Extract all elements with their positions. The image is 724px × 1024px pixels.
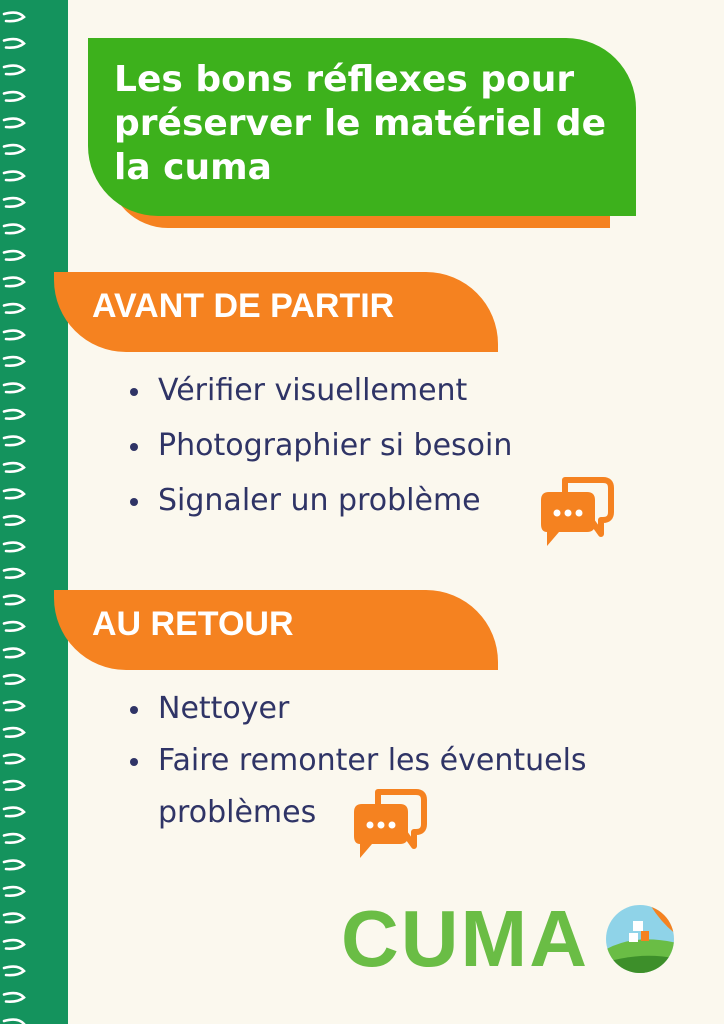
binding-ring (4, 304, 24, 313)
binding-ring (4, 516, 24, 525)
list-item: Nettoyer (128, 683, 668, 735)
list-item: Vérifier visuellement (128, 363, 512, 418)
binding-ring (4, 834, 24, 843)
section-banner-after (54, 590, 498, 670)
binding-ring (4, 622, 24, 631)
binding-ring (4, 66, 24, 75)
binding-ring (4, 914, 24, 923)
binding-ring (4, 596, 24, 605)
binding-ring (4, 543, 24, 552)
binding-ring (4, 940, 24, 949)
list-item: Photographier si besoin (128, 418, 512, 473)
binding-ring (4, 569, 24, 578)
binding-ring (4, 463, 24, 472)
title-box (88, 38, 636, 216)
section-heading-after: AU RETOUR (92, 604, 294, 643)
binding-ring (4, 887, 24, 896)
binding-ring (4, 39, 24, 48)
binding-ring (4, 357, 24, 366)
binding-ring (4, 861, 24, 870)
section-banner-before (54, 272, 498, 352)
binding-ring (4, 967, 24, 976)
binding-ring (4, 728, 24, 737)
cuma-emblem-icon (603, 903, 677, 975)
binding-ring (4, 781, 24, 790)
binding-ring (4, 198, 24, 207)
binding-ring (4, 225, 24, 234)
logo-text: CUMA (341, 894, 589, 983)
binding-ring (4, 1020, 24, 1024)
binding-ring (4, 145, 24, 154)
list-item: Signaler un problème (128, 473, 512, 528)
binding-ring (4, 92, 24, 101)
binding-ring (4, 331, 24, 340)
binding-ring (4, 437, 24, 446)
chat-bubbles-icon (350, 788, 428, 862)
binding-ring (4, 675, 24, 684)
binding-ring (4, 993, 24, 1002)
page-title: Les bons réflexes pour préserver le matériel de la cuma (114, 59, 606, 188)
binding-ring (4, 119, 24, 128)
binding-ring (4, 384, 24, 393)
list-item: Faire remonter les éventuels problèmes (128, 735, 668, 839)
binding-ring (4, 490, 24, 499)
binding-ring (4, 13, 24, 22)
binding-ring (4, 649, 24, 658)
binding-ring (4, 755, 24, 764)
section-heading-before: AVANT DE PARTIR (92, 286, 395, 325)
spiral-binding (0, 0, 40, 1024)
binding-ring (4, 278, 24, 287)
chat-bubbles-icon (537, 476, 615, 550)
binding-ring (4, 251, 24, 260)
list-before (128, 363, 512, 528)
cuma-logo (341, 894, 677, 983)
binding-ring (4, 410, 24, 419)
binding-ring (4, 172, 24, 181)
binding-ring (4, 808, 24, 817)
binding-ring (4, 702, 24, 711)
